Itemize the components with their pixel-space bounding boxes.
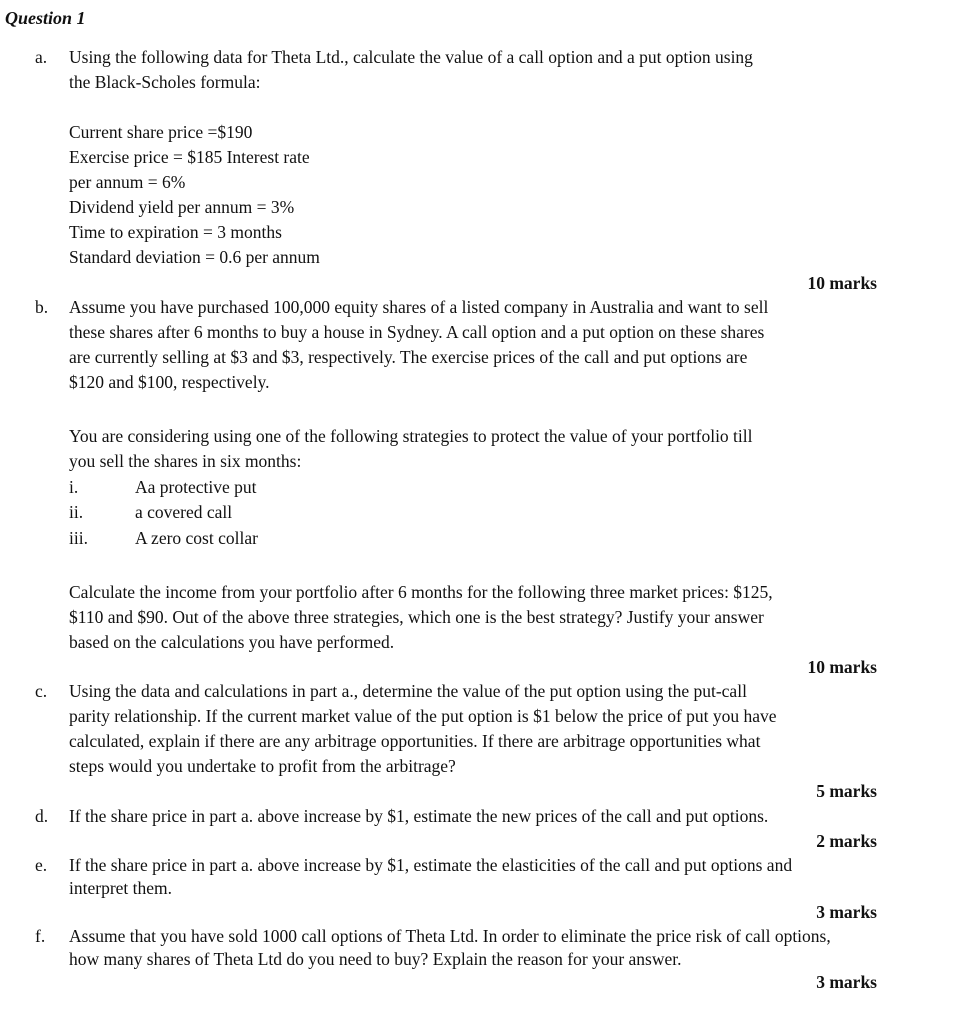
strategy-text: a covered call [135, 502, 233, 522]
part-b-line-1: Assume you have purchased 100,000 equity shares of a listed company in Australia and want to sell [69, 297, 769, 317]
part-c-letter: c. [35, 681, 48, 701]
part-b-line-4: $120 and $100, respectively. [69, 372, 270, 392]
part-b-line-2: these shares after 6 months to buy a house in Sydney. A call option and a put option on these shares [69, 322, 765, 342]
part-d-line-1: If the share price in part a. above increase by $1, estimate the new prices of the call and put options. [69, 806, 769, 826]
part-b-marks: 10 marks [807, 657, 877, 677]
part-a-marks: 10 marks [807, 273, 877, 293]
strategy-number: iii. [69, 528, 88, 548]
part-c-line-1: Using the data and calculations in part a., determine the value of the put option using the put-call [69, 681, 747, 701]
part-f-letter: f. [35, 926, 46, 946]
part-a-line-2: the Black-Scholes formula: [69, 72, 261, 92]
part-a-data-line: per annum = 6% [69, 172, 186, 192]
part-b-line-3: are currently selling at $3 and $3, respectively. The exercise prices of the call and put options are [69, 347, 748, 367]
part-e-marks: 3 marks [816, 902, 877, 922]
part-a-data-line: Standard deviation = 0.6 per annum [69, 247, 320, 267]
part-e-letter: e. [35, 855, 48, 875]
part-f-marks: 3 marks [816, 972, 877, 992]
part-a-letter: a. [35, 47, 48, 67]
part-c-line-3: calculated, explain if there are any arbitrage opportunities. If there are arbitrage opportunities what [69, 731, 761, 751]
strategy-text: A zero cost collar [135, 528, 258, 548]
strategy-number: i. [69, 477, 79, 497]
strategy-number: ii. [69, 502, 84, 522]
strategy-text: Aa protective put [135, 477, 257, 497]
part-f-line-2: how many shares of Theta Ltd do you need to buy? Explain the reason for your answer. [69, 949, 682, 969]
part-f-line-1: Assume that you have sold 1000 call options of Theta Ltd. In order to eliminate the price risk of call options, [69, 926, 831, 946]
part-b-letter: b. [35, 297, 49, 317]
part-e-line-2: interpret them. [69, 878, 173, 898]
part-d-letter: d. [35, 806, 49, 826]
part-b-line3-2: $110 and $90. Out of the above three strategies, which one is the best strategy? Justify your answer [69, 607, 764, 627]
part-e-line-1: If the share price in part a. above increase by $1, estimate the elasticities of the call and put options and [69, 855, 793, 875]
part-c-line-2: parity relationship. If the current market value of the put option is $1 below the price of put you have [69, 706, 777, 726]
part-a-data-line: Exercise price = $185 Interest rate [69, 147, 310, 167]
part-a-data-line: Dividend yield per annum = 3% [69, 197, 295, 217]
part-a-data-line: Time to expiration = 3 months [69, 222, 282, 242]
part-b-line3-3: based on the calculations you have performed. [69, 632, 395, 652]
part-c-marks: 5 marks [816, 781, 877, 801]
part-b-line3-1: Calculate the income from your portfolio after 6 months for the following three market prices: $125, [69, 582, 773, 602]
part-b-line2-2: you sell the shares in six months: [69, 451, 302, 471]
part-b-line2-1: You are considering using one of the following strategies to protect the value of your portfolio till [69, 426, 753, 446]
part-a-line-1: Using the following data for Theta Ltd., calculate the value of a call option and a put option using [69, 47, 753, 67]
question-heading: Question 1 [5, 8, 86, 28]
part-c-line-4: steps would you undertake to profit from the arbitrage? [69, 756, 456, 776]
part-a-data-line: Current share price =$190 [69, 122, 253, 142]
part-d-marks: 2 marks [816, 831, 877, 851]
